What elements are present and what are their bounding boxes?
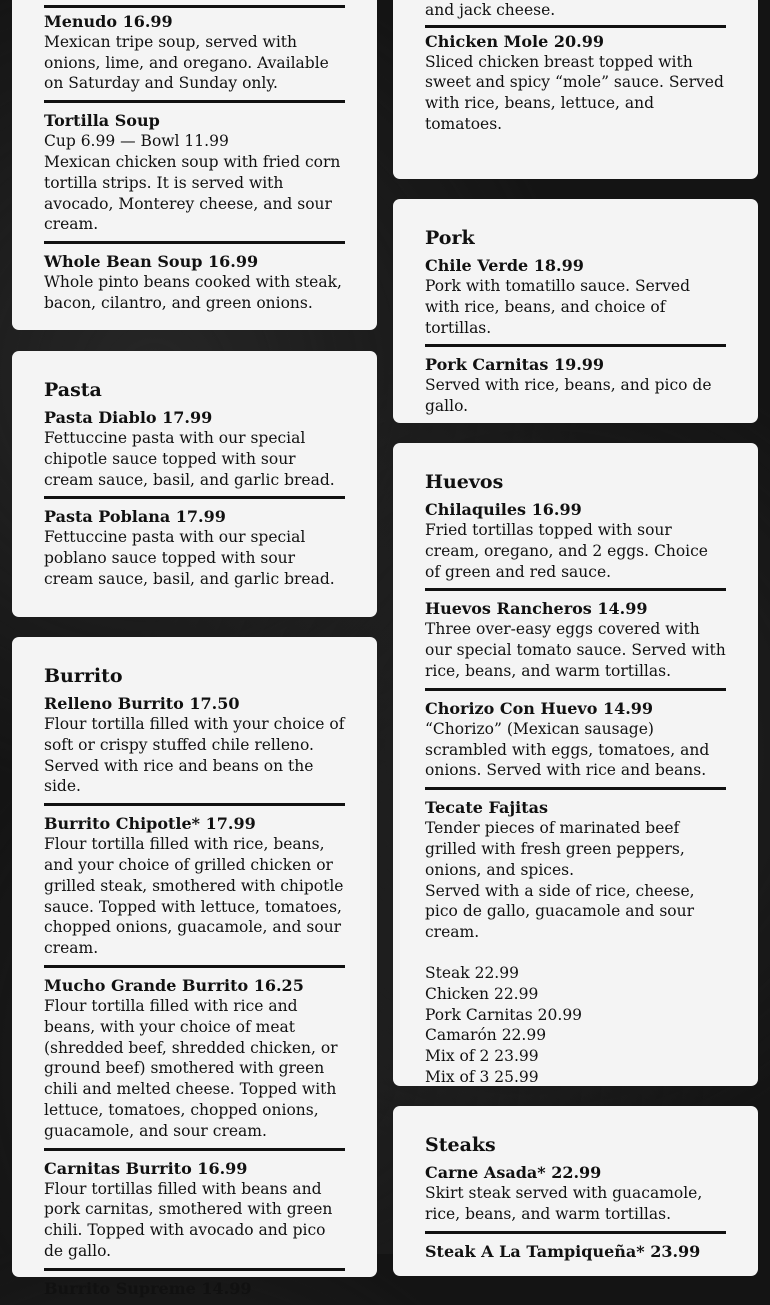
chicken-card: [393, 0, 758, 179]
item-description: Pork with tomatillo sauce. Served with rice, beans, and choice of tortillas.: [425, 277, 691, 337]
price-option: Camarón 22.99: [425, 1026, 547, 1045]
price-option: Steak 22.99: [425, 963, 519, 982]
item-name: Tecate Fajitas: [425, 798, 548, 818]
item-description-2: Served with a side of rice, cheese, pico de gallo, guacamole and sour cream.: [425, 881, 695, 942]
item-description: Flour tortilla filled with rice and beans, with your choice of meat (shredded beef, shredded chicken, or ground beef) smothered with green chili and melted cheese. Topped with lettuce, tomatoes, chopped onions, guacamole, and sour cream.: [44, 996, 338, 1140]
item-description: “Chorizo” (Mexican sausage) scrambled with eggs, tomatoes, and onions. Served with rice and beans.: [425, 719, 710, 780]
item-name: Chorizo Con Huevo 14.99: [425, 698, 654, 718]
menu-item-pasta-diablo: [44, 408, 345, 499]
menu-item-relleno-burrito: [44, 694, 345, 806]
item-name: Steak A La Tampiqueña* 23.99: [425, 1241, 701, 1261]
item-description: Fettuccine pasta with our special chipotle sauce topped with sour cream sauce, basil, and garlic bread.: [44, 429, 335, 489]
steaks-card: [393, 1106, 758, 1276]
menu-item-carne-asada: [425, 1163, 726, 1234]
menu-item-mucho-grande-burrito: [44, 976, 345, 1151]
menu-item-whole-bean-soup: [44, 252, 345, 320]
item-description: Mexican tripe soup, served with onions, lime, and oregano. Available on Saturday and Sunday only.: [44, 32, 329, 93]
item-description: Three over-easy eggs covered with our special tomato sauce. Served with rice, beans, and warm tortillas.: [425, 620, 726, 680]
item-name: Carne Asada* 22.99: [425, 1163, 602, 1182]
section-title: Pasta: [44, 379, 102, 401]
item-description: Fried tortillas topped with sour cream, oregano, and 2 eggs. Choice of green and red sauce.: [425, 521, 708, 581]
menu-item-huevos-rancheros: [425, 599, 726, 690]
item-name: Pork Carnitas 19.99: [425, 355, 605, 375]
menu-item-chile-verde: [425, 256, 726, 347]
item-description: Flour tortilla filled with your choice of soft or crispy stuffed chile relleno. Served with rice and beans on the side.: [44, 715, 345, 796]
section-title: Steaks: [425, 1134, 496, 1156]
item-description: Whole pinto beans cooked with steak, bacon, cilantro, and green onions.: [44, 273, 342, 312]
price-option: Pork Carnitas 20.99: [425, 1005, 583, 1024]
item-description: Fettuccine pasta with our special poblano sauce topped with sour cream sauce, basil, and garlic bread.: [44, 528, 335, 588]
item-name: Whole Bean Soup 16.99: [44, 252, 259, 272]
chicken-top-fragment-2: and jack cheese.: [425, 0, 726, 28]
item-description: Flour tortilla filled with rice, beans, and your choice of grilled chicken or grilled steak, smothered with chipotle sauce. Topped with lettuce, tomatoes, chopped onions, guacamole, and sour cream.: [44, 835, 344, 958]
item-name: Chilaquiles 16.99: [425, 500, 582, 519]
huevos-card: [393, 443, 758, 1086]
burrito-card: [12, 637, 377, 1298]
menu-item-pasta-poblana: [44, 507, 345, 595]
menu-item-tecate-fajitas: [425, 798, 726, 1094]
menu-item-pork-carnitas: [425, 355, 726, 423]
menu-item-chicken-mole: [425, 32, 726, 141]
item-name: Pasta Poblana 17.99: [44, 507, 226, 527]
item-name: Carnitas Burrito 16.99: [44, 1158, 248, 1178]
item-description: Sliced chicken breast topped with sweet and spicy “mole” sauce. Served with rice, beans, lettuce, and tomatoes.: [425, 52, 724, 133]
menu-item-carnitas-burrito: [44, 1159, 345, 1271]
section-title: Pork: [425, 227, 475, 249]
menu-item-chorizo-con-huevo: [425, 699, 726, 790]
item-description: Served with rice, beans, and pico de gallo.: [425, 376, 712, 416]
soups-top-fragment: [44, 0, 345, 8]
item-name: Chile Verde 18.99: [425, 256, 584, 275]
item-description: Tender pieces of marinated beef grilled with fresh green peppers, onions, and spices.: [425, 819, 685, 879]
pasta-card: [12, 351, 377, 617]
item-name: Mucho Grande Burrito 16.25: [44, 975, 304, 995]
price-option: Chicken 22.99: [425, 984, 539, 1003]
item-name: Huevos Rancheros 14.99: [425, 599, 648, 619]
menu-item-burrito-chipotle: [44, 814, 345, 968]
pork-card: [393, 199, 758, 423]
menu-item-burrito-supreme: [44, 1279, 345, 1305]
section-title: Huevos: [425, 471, 504, 493]
item-description: Mexican chicken soup with fried corn tortilla strips. It is served with avocado, Monterey cheese, and sour cream.: [44, 152, 341, 234]
menu-item-menudo: [44, 12, 345, 103]
soups-card: [12, 0, 377, 330]
section-title: Burrito: [44, 665, 123, 687]
menu-item-chilaquiles: [425, 500, 726, 591]
item-description: Skirt steak served with guacamole, rice, beans, and warm tortillas.: [425, 1184, 703, 1223]
item-name: Burrito Supreme 14.99: [44, 1278, 252, 1298]
menu-item-steak-tampiquena: [425, 1242, 726, 1268]
fajitas-price-list: [425, 963, 726, 1088]
item-name: Menudo 16.99: [44, 11, 173, 31]
item-name: Chicken Mole 20.99: [425, 31, 604, 51]
item-name: Burrito Chipotle* 17.99: [44, 814, 256, 834]
price-option: Mix of 3 25.99: [425, 1067, 539, 1086]
item-price-sizes: Cup 6.99 — Bowl 11.99: [44, 132, 229, 151]
item-name: Relleno Burrito 17.50: [44, 694, 240, 713]
item-description: Flour tortillas filled with beans and pork carnitas, smothered with green chili. Topped with avocado and pico de gallo.: [44, 1179, 333, 1260]
item-name: Tortilla Soup: [44, 111, 160, 131]
price-option: Mix of 2 23.99: [425, 1047, 539, 1066]
menu-item-tortilla-soup: [44, 111, 345, 244]
item-name: Pasta Diablo 17.99: [44, 408, 213, 427]
